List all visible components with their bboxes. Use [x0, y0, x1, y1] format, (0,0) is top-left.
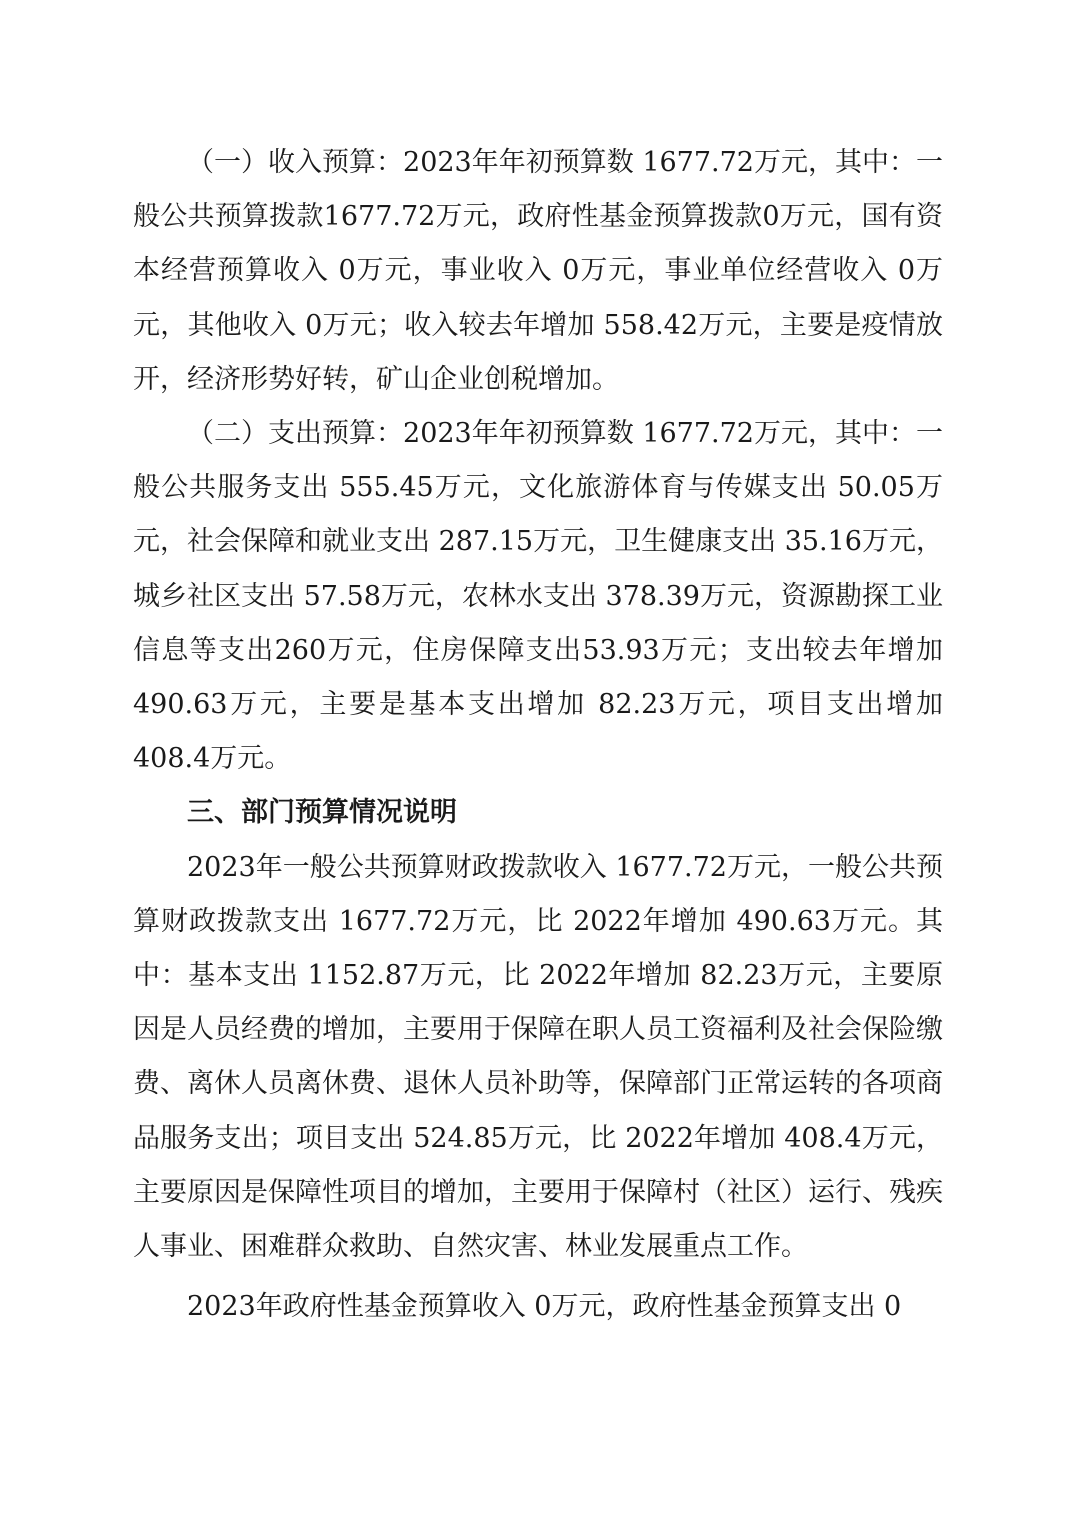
expenditure-budget-paragraph: （二）支出预算：2023年年初预算数 1677.72万元，其中：一般公共服务支出 555.45万元，文化旅游体育与传媒支出 50.05万元，社会保障和就业支出 287.15万元，卫生健康支出 35.16万元，城乡社区支出 57.58万元，农林水支出 378.39万元，资源勘探工业信息等支出260万元，住房保障支出53.93万元；支出较去年增加 490.63万元，主要是基本支出增加 82.23万元，项目支出增加 408.4万元。: [133, 418, 943, 775]
document-body: [133, 136, 943, 1334]
section-heading: 三、部门预算情况说明: [187, 797, 457, 829]
fund-budget-paragraph: 2023年政府性基金预算收入 0万元，政府性基金预算支出 0: [187, 1291, 902, 1323]
income-budget-paragraph: （一）收入预算：2023年年初预算数 1677.72万元，其中：一般公共预算拨款1677.72万元，政府性基金预算拨款0万元，国有资本经营预算收入 0万元，事业收入 0万元，事业单位经营收入 0万元，其他收入 0万元；收入较去年增加 558.42万元，主要是疫情放开，经济形势好转，矿山企业创税增加。: [133, 147, 943, 395]
general-budget-paragraph: 2023年一般公共预算财政拨款收入 1677.72万元，一般公共预算财政拨款支出 1677.72万元，比 2022年增加 490.63万元。其中：基本支出 1152.87万元，比 2022年增加 82.23万元，主要原因是人员经费的增加，主要用于保障在职人员工资福利及社会保险缴费、离休人员离休费、退休人员补助等，保障部门正常运转的各项商品服务支出；项目支出 524.85万元，比 2022年增加 408.4万元，主要原因是保障性项目的增加，主要用于保障村（社区）运行、残疾人事业、困难群众救助、自然灾害、林业发展重点工作。: [133, 851, 943, 1263]
